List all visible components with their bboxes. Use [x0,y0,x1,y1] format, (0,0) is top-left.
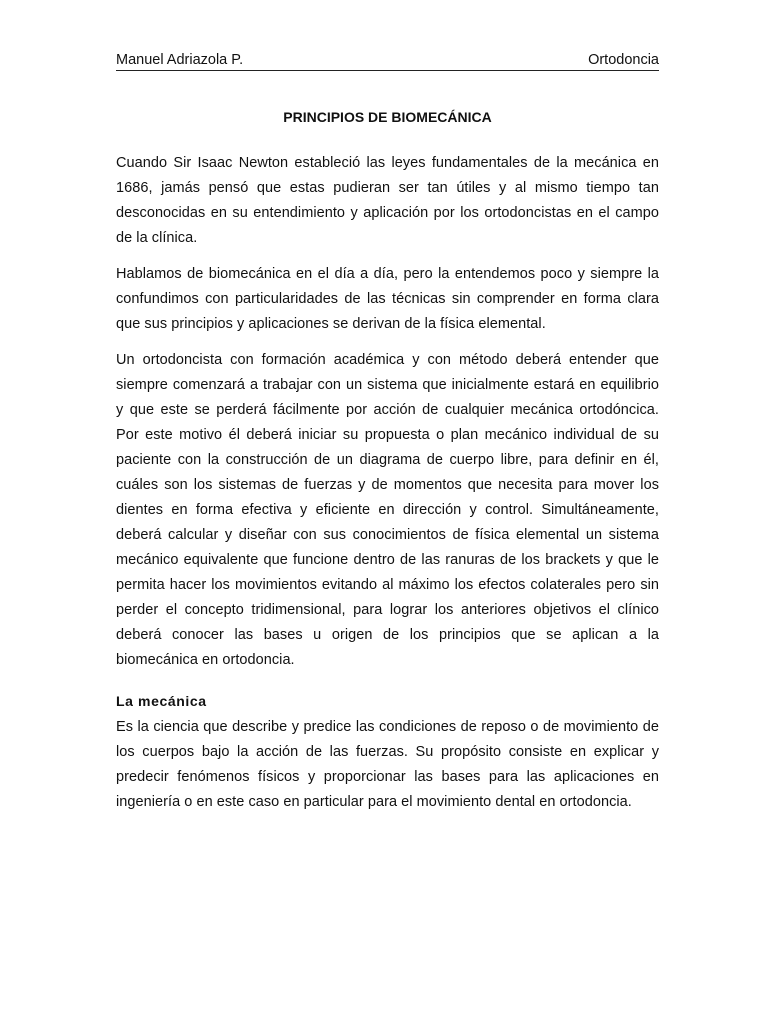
header-author: Manuel Adriazola P. [116,52,244,68]
document-title: PRINCIPIOS DE BIOMECÁNICA [283,109,492,125]
paragraph-biomechanics: Hablamos de biomecánica en el día a día, pero la entendemos poco y siempre la confundimos con particularidades de las técnicas sin comprender en forma clara que sus principios y aplicaciones se derivan de la física elemental. [116,266,659,332]
paragraph-intro: Cuando Sir Isaac Newton estableció las leyes fundamentales de la mecánica en 1686, jamás pensó que estas pudieran ser tan útiles y al mismo tiempo tan desconocidas en su entendimiento y aplicación por los ortodoncistas en el campo de la clínica. [116,155,659,246]
page-header [116,50,659,71]
section-paragraph: Es la ciencia que describe y predice las condiciones de reposo o de movimiento de los cuerpos bajo la acción de las fuerzas. Su propósito consiste en explicar y predecir fenómenos físicos y proporcionar las bases para las aplicaciones en ingeniería o en este caso en particular para el movimiento dental en ortodoncia. [116,719,659,810]
document-body [116,151,659,826]
paragraph-orthodontist: Un ortodoncista con formación académica y con método deberá entender que siempre comenzará a trabajar con un sistema que inicialmente estará en equilibrio y que este se perderá fácilmente por acción de cualquier mecánica ortodóncica. Por este motivo él deberá iniciar su propuesta o plan mecánico individual de su paciente con la construcción de un diagrama de cuerpo libre, para definir en él, cuáles son los sistemas de fuerzas y de momentos que necesita para mover los dientes en forma efectiva y eficiente en dirección y control. Simultáneamente, deberá calcular y diseñar con sus conocimientos de física elemental un sistema mecánico equivalente que funcione dentro de las ranuras de los brackets y que le permita hacer los movimientos evitando al máximo los efectos colaterales pero sin perder el concepto tridimensional, para lograr los anteriores objetivos el clínico deberá conocer las bases u origen de los principios que se aplican a la biomecánica en ortodoncia. [116,352,659,668]
document-page [116,0,659,1024]
header-subject: Ortodoncia [588,52,659,68]
section-heading: La mecánica [116,693,207,709]
